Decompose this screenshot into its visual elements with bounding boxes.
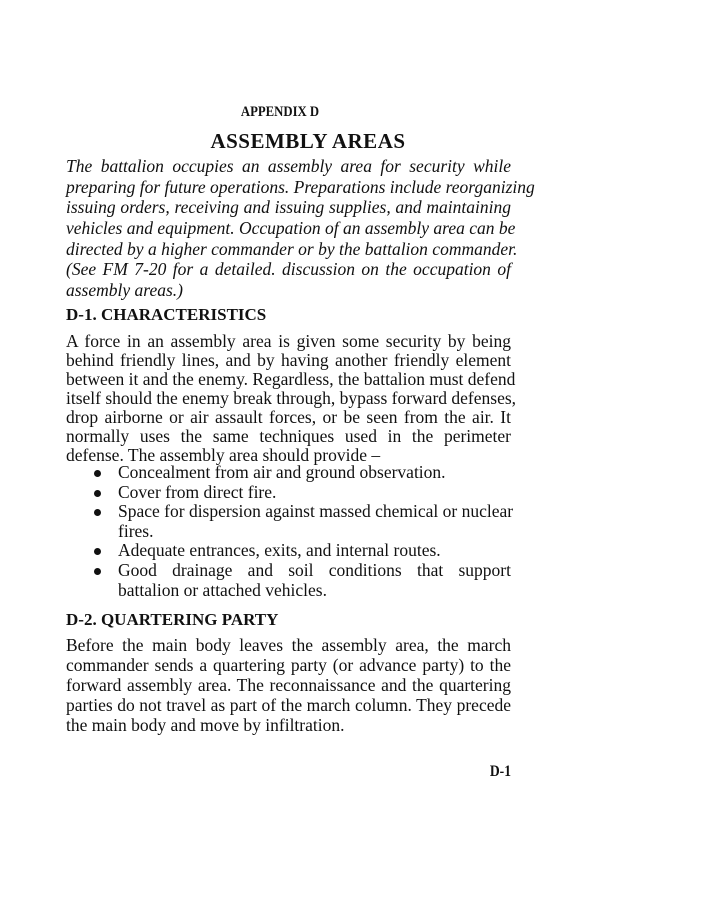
text-line: drop airborne or air assault forces, or be seen from the air. It <box>66 407 511 427</box>
text-line: directed by a higher commander or by the battalion commander. <box>66 238 518 259</box>
text-line: fires. <box>118 520 154 541</box>
text-line: behind friendly lines, and by having another friendly element <box>66 350 511 370</box>
bullet-item <box>94 463 511 483</box>
text-line: battalion or attached vehicles. <box>118 579 327 600</box>
page-number: D-1 <box>489 763 511 780</box>
bullet-icon <box>94 568 101 575</box>
appendix-label: APPENDIX D <box>240 104 320 120</box>
characteristics-bullet-list <box>94 462 514 600</box>
text-line: the main body and move by infiltration. <box>66 715 345 735</box>
bullet-item <box>94 483 511 503</box>
text-line: Cover from direct fire. <box>118 481 277 502</box>
bullet-icon <box>94 548 101 555</box>
text-line: assembly areas.) <box>66 280 183 301</box>
bullet-item <box>94 561 511 600</box>
text-line: The battalion occupies an assembly area for security while <box>66 156 511 176</box>
intro-paragraph <box>66 156 535 301</box>
text-line: (See FM 7-20 for a detailed. discussion on the occupation of <box>66 259 511 280</box>
quartering-party-paragraph <box>66 635 511 735</box>
bullet-item <box>94 501 514 541</box>
section-heading-characteristics: D-1. CHARACTERISTICS <box>66 305 267 324</box>
text-line: defense. The assembly area should provide – <box>66 445 381 465</box>
text-line: vehicles and equipment. Occupation of an assembly area can be <box>66 218 516 239</box>
characteristics-paragraph <box>66 331 517 465</box>
bullet-icon <box>94 509 101 516</box>
text-line: A force in an assembly area is given some security by being <box>66 331 511 351</box>
page-title: ASSEMBLY AREAS <box>210 129 406 153</box>
text-line: forward assembly area. The reconnaissance and the quartering <box>66 675 511 695</box>
text-line: Concealment from air and ground observation. <box>118 462 446 482</box>
bullet-icon <box>94 470 101 477</box>
text-line: between it and the enemy. Regardless, the battalion must defend <box>66 369 516 389</box>
text-line: Adequate entrances, exits, and internal routes. <box>118 540 441 561</box>
text-line: preparing for future operations. Preparations include reorganizing <box>66 176 535 197</box>
section-heading-quartering-party: D-2. QUARTERING PARTY <box>66 610 279 629</box>
text-line: Space for dispersion against massed chemical or nuclear <box>118 501 514 522</box>
text-line: Before the main body leaves the assembly area, the march <box>66 635 511 655</box>
text-line: parties do not travel as part of the march column. They precede <box>66 695 511 715</box>
text-line: Good drainage and soil conditions that support <box>118 559 511 580</box>
text-line: itself should the enemy break through, bypass forward defenses, <box>66 388 517 408</box>
text-line: issuing orders, receiving and issuing supplies, and maintaining <box>66 197 511 218</box>
bullet-icon <box>94 490 101 497</box>
bullet-item <box>94 541 511 561</box>
text-line: normally uses the same techniques used in the perimeter <box>66 426 511 446</box>
text-line: commander sends a quartering party (or advance party) to the <box>66 655 511 675</box>
